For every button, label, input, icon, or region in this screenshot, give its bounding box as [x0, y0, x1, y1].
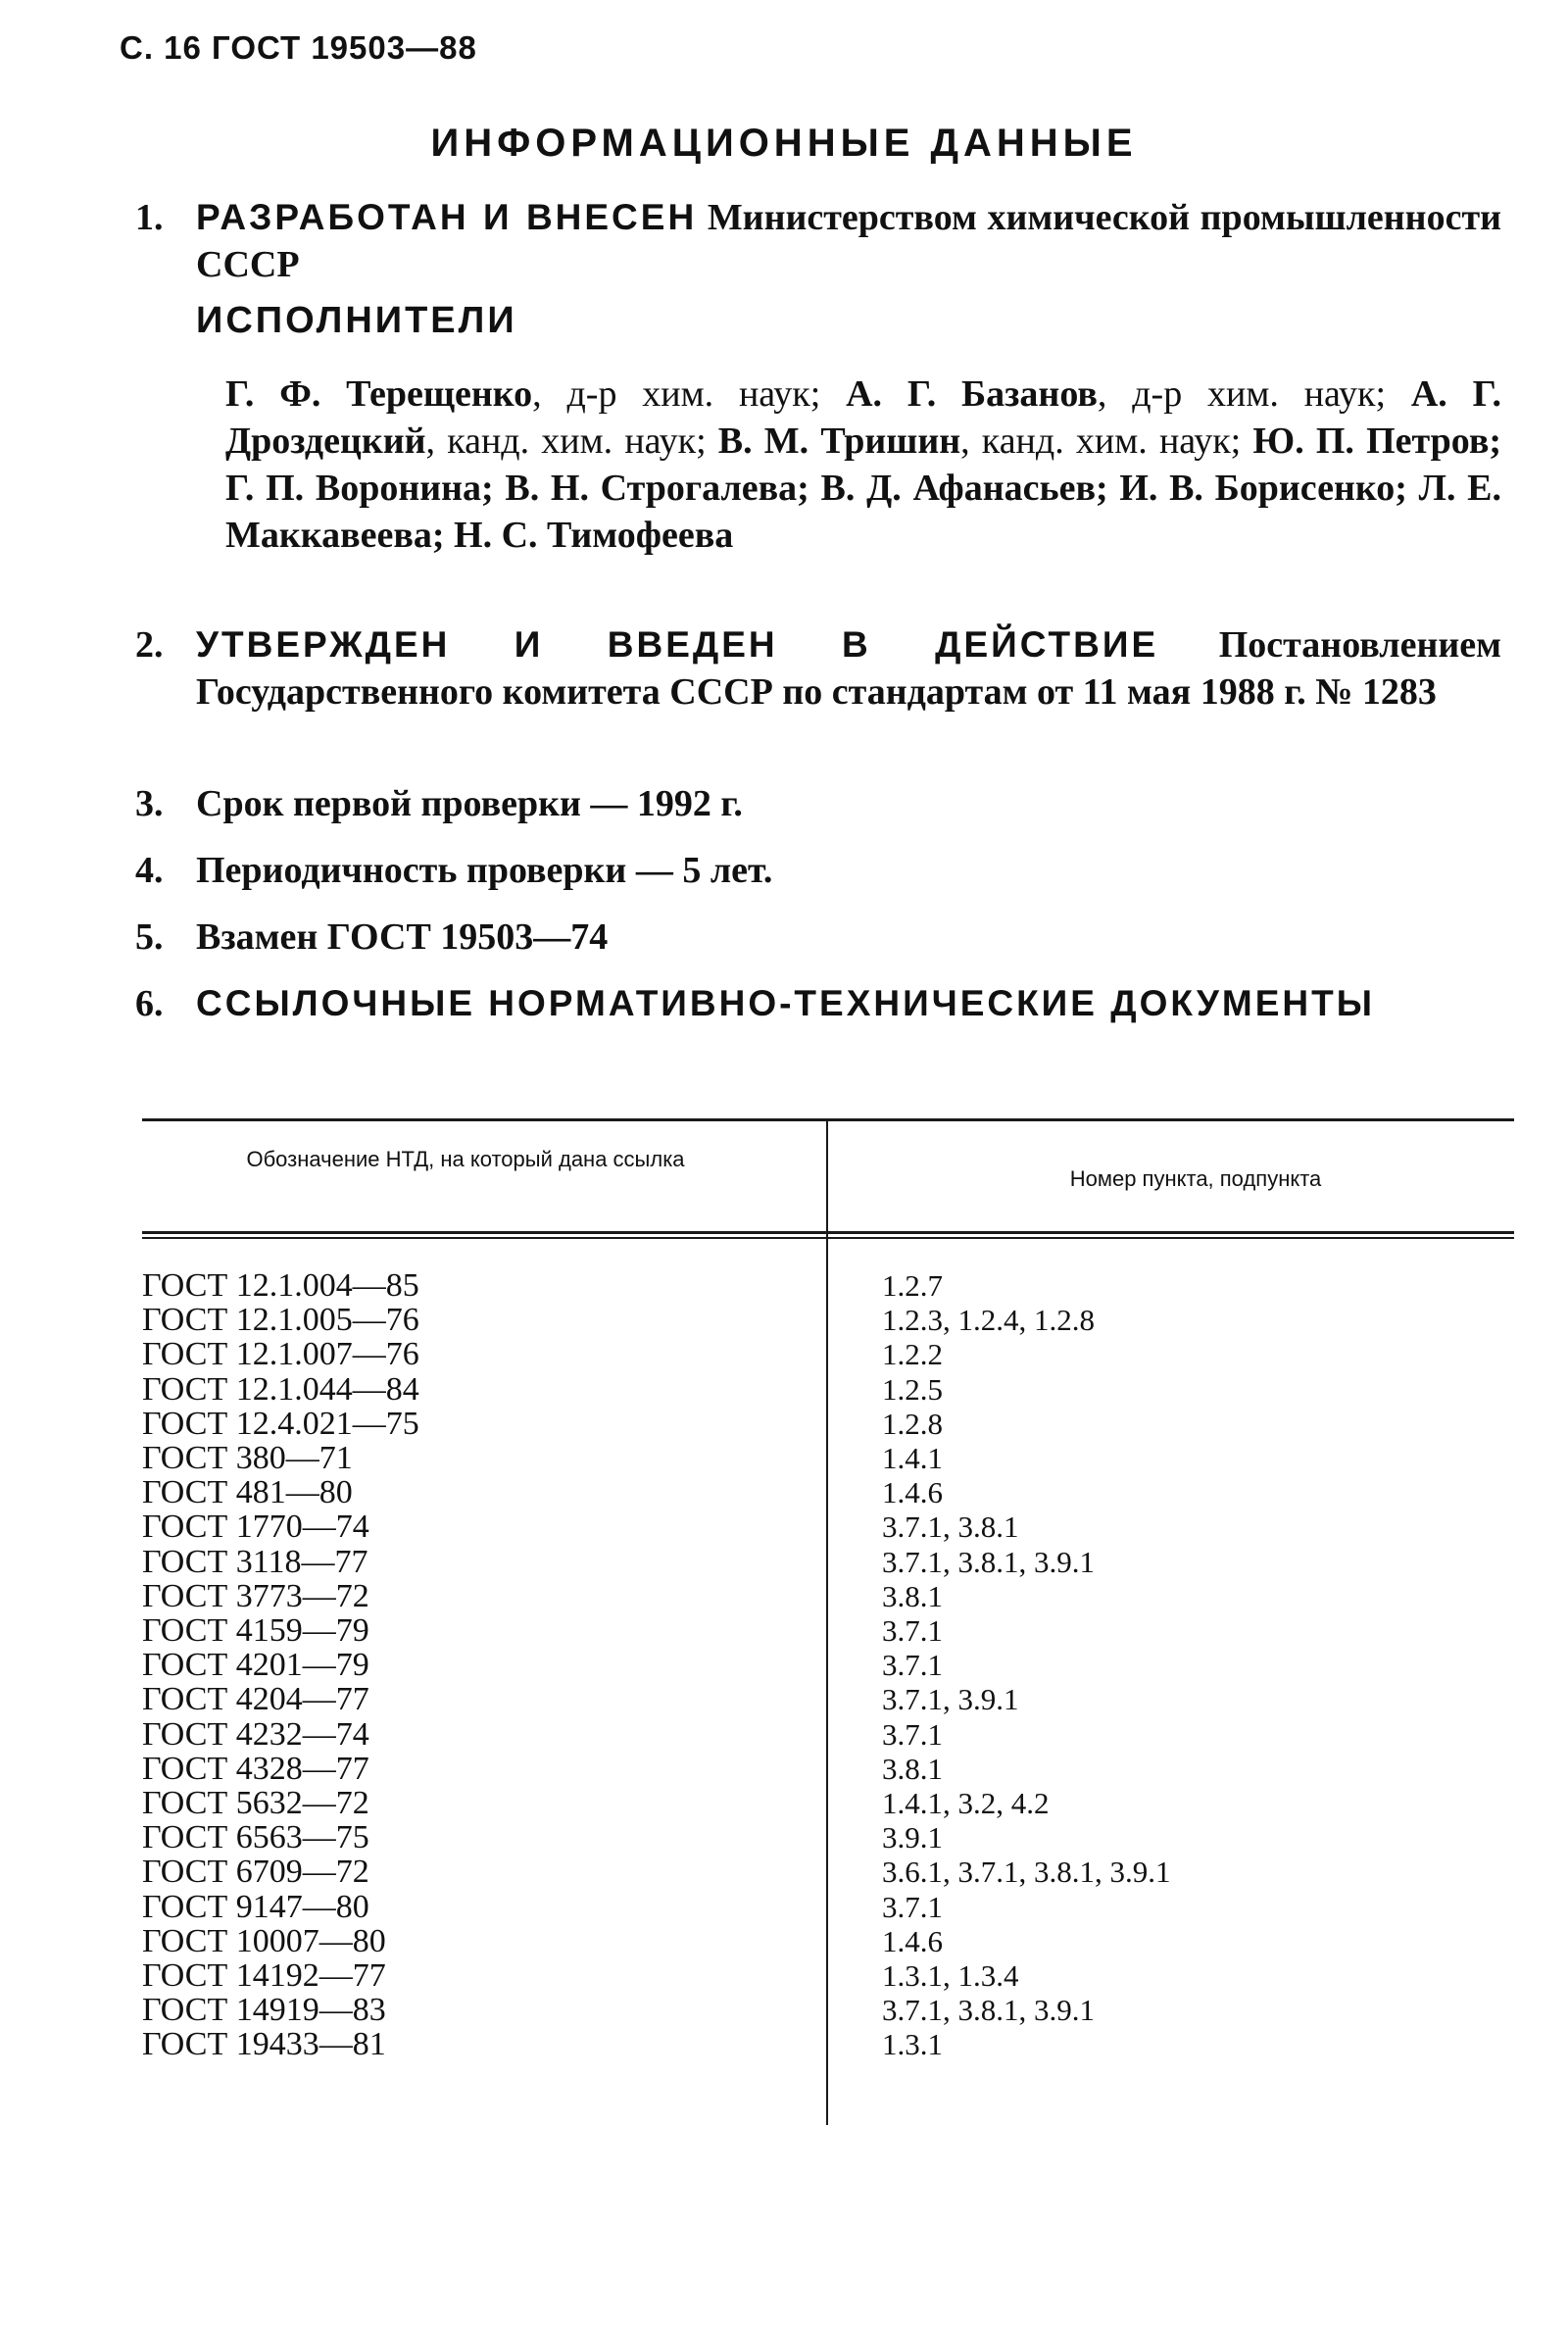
item-1-body: Министерством химической промышленности СССР [196, 197, 1502, 285]
table-cell-ref: 3.7.1, 3.8.1 [882, 1509, 1019, 1545]
item-6-lead: ССЫЛОЧНЫЕ НОРМАТИВНО-ТЕХНИЧЕСКИЕ ДОКУМЕНТЫ [196, 983, 1375, 1023]
table-column-doc [142, 1268, 671, 2062]
item-3-body: Срок первой проверки — 1992 г. [196, 783, 743, 824]
performers-list [225, 371, 1501, 559]
item-4-body: Периодичность проверки — 5 лет. [196, 850, 773, 891]
table-cell-ref: 3.7.1 [882, 1613, 943, 1649]
item-2 [135, 621, 1501, 716]
table-column-divider [826, 1121, 828, 2125]
item-2-lead: УТВЕРЖДЕН И ВВЕДЕН В ДЕЙСТВИЕ [196, 624, 1159, 665]
table-cell-ref: 1.4.6 [882, 1923, 943, 1958]
table-cell-doc: ГОСТ 4201—79 [142, 1647, 369, 1684]
table-cell-doc: ГОСТ 12.4.021—75 [142, 1405, 419, 1442]
item-4 [135, 847, 1501, 894]
table-cell-ref: 1.2.7 [882, 1268, 943, 1303]
performer-name: В. Н. Строгалева; [505, 468, 821, 509]
table-header-rule-1 [142, 1231, 1514, 1234]
item-3 [135, 780, 1501, 827]
table-column-ref [882, 1268, 1509, 2062]
table-cell-doc: ГОСТ 6709—72 [142, 1854, 369, 1891]
table-cell-doc: ГОСТ 380—71 [142, 1440, 353, 1477]
table-cell-doc: ГОСТ 4204—77 [142, 1681, 369, 1718]
table-cell-doc: ГОСТ 10007—80 [142, 1922, 386, 1959]
item-6 [135, 980, 1501, 1027]
item-5-body: Взамен ГОСТ 19503—74 [196, 916, 609, 958]
item-2-number: 2. [135, 624, 164, 666]
performer-name: В. М. Тришин [717, 420, 961, 462]
table-cell-doc: ГОСТ 9147—80 [142, 1888, 369, 1925]
table-cell-doc: ГОСТ 5632—72 [142, 1785, 369, 1822]
table-cell-ref: 3.7.1 [882, 1648, 943, 1683]
table-cell-doc: ГОСТ 6563—75 [142, 1819, 369, 1856]
table-cell-doc: ГОСТ 14919—83 [142, 1992, 386, 2029]
table-cell-ref: 3.7.1, 3.8.1, 3.9.1 [882, 1993, 1095, 2028]
performer-name: Г. П. Воронина; [225, 468, 506, 509]
table-cell-ref: 1.2.8 [882, 1406, 943, 1441]
performer-name: В. Д. Афанасьев; [820, 468, 1120, 509]
table-cell-ref: 3.7.1, 3.9.1 [882, 1682, 1019, 1717]
table-cell-ref: 3.6.1, 3.7.1, 3.8.1, 3.9.1 [882, 1855, 1171, 1890]
item-4-number: 4. [135, 850, 164, 891]
item-1-number: 1. [135, 197, 164, 238]
table-cell-ref: 3.8.1 [882, 1578, 943, 1613]
table-cell-ref: 1.2.3, 1.2.4, 1.2.8 [882, 1303, 1095, 1338]
table-cell-doc: ГОСТ 481—80 [142, 1474, 353, 1511]
table-cell-doc: ГОСТ 12.1.044—84 [142, 1370, 419, 1408]
table-cell-doc: ГОСТ 4159—79 [142, 1612, 369, 1650]
section-title: ИНФОРМАЦИОННЫЕ ДАННЫЕ [430, 122, 1138, 165]
performer-name: Г. Ф. Терещенко [225, 373, 533, 415]
table-cell-ref: 1.3.1, 1.3.4 [882, 1958, 1019, 1994]
performer-name: Н. С. Тимофеева [454, 515, 734, 556]
item-2-body: Постановлением Государственного комитета СССР по стандартам от 11 мая 1988 г. № 1283 [196, 624, 1501, 713]
table-cell-ref: 3.7.1, 3.8.1, 3.9.1 [882, 1544, 1095, 1579]
table-cell-doc: ГОСТ 12.1.004—85 [142, 1267, 419, 1304]
table-header-doc: Обозначение НТД, на который дана ссылка [246, 1147, 685, 1171]
performer-degree: , канд. хим. наук; [960, 420, 1253, 462]
performer-name: Л. Е. Маккавеева; [225, 468, 1501, 556]
table-cell-doc: ГОСТ 4232—74 [142, 1715, 369, 1753]
table-cell-doc: ГОСТ 12.1.005—76 [142, 1302, 419, 1339]
table-top-rule [142, 1118, 1514, 1121]
table-cell-doc: ГОСТ 3118—77 [142, 1543, 368, 1580]
performer-name: А. Г. Базанов [846, 373, 1098, 415]
item-5 [135, 914, 1501, 961]
performer-degree: , д-р хим. наук; [532, 373, 847, 415]
item-3-number: 3. [135, 783, 164, 824]
item-1 [135, 194, 1502, 288]
table-cell-doc: ГОСТ 19433—81 [142, 2026, 386, 2063]
table-cell-ref: 1.4.1 [882, 1441, 943, 1476]
item-1-lead: РАЗРАБОТАН И ВНЕСЕН [196, 197, 698, 237]
table-cell-ref: 3.8.1 [882, 1751, 943, 1786]
performer-name: А. Г. Дроздецкий [225, 373, 1501, 462]
table-cell-ref: 1.2.5 [882, 1371, 943, 1407]
table-cell-doc: ГОСТ 12.1.007—76 [142, 1336, 419, 1373]
performers-heading: ИСПОЛНИТЕЛИ [196, 300, 517, 341]
table-cell-ref: 1.3.1 [882, 2027, 943, 2062]
table-cell-doc: ГОСТ 4328—77 [142, 1750, 369, 1787]
item-6-number: 6. [135, 983, 164, 1024]
table-cell-doc: ГОСТ 3773—72 [142, 1577, 369, 1614]
table-cell-ref: 3.7.1 [882, 1889, 943, 1924]
table-cell-ref: 1.2.2 [882, 1337, 943, 1372]
table-cell-doc: ГОСТ 14192—77 [142, 1957, 386, 1995]
item-5-number: 5. [135, 916, 164, 958]
performer-degree: , д-р хим. наук; [1097, 373, 1411, 415]
running-head: С. 16 ГОСТ 19503—88 [120, 29, 477, 66]
performer-degree: , канд. хим. наук; [425, 420, 718, 462]
performer-name: Ю. П. Петров; [1252, 420, 1501, 462]
table-cell-doc: ГОСТ 1770—74 [142, 1509, 369, 1546]
table-cell-ref: 1.4.1, 3.2, 4.2 [882, 1786, 1050, 1821]
performer-name: И. В. Борисенко; [1119, 468, 1419, 509]
table-header-ref: Номер пункта, подпункта [1069, 1166, 1322, 1191]
table-header-rule-2 [142, 1237, 1514, 1239]
table-cell-ref: 1.4.6 [882, 1475, 943, 1510]
table-cell-ref: 3.9.1 [882, 1820, 943, 1855]
table-cell-ref: 3.7.1 [882, 1716, 943, 1752]
